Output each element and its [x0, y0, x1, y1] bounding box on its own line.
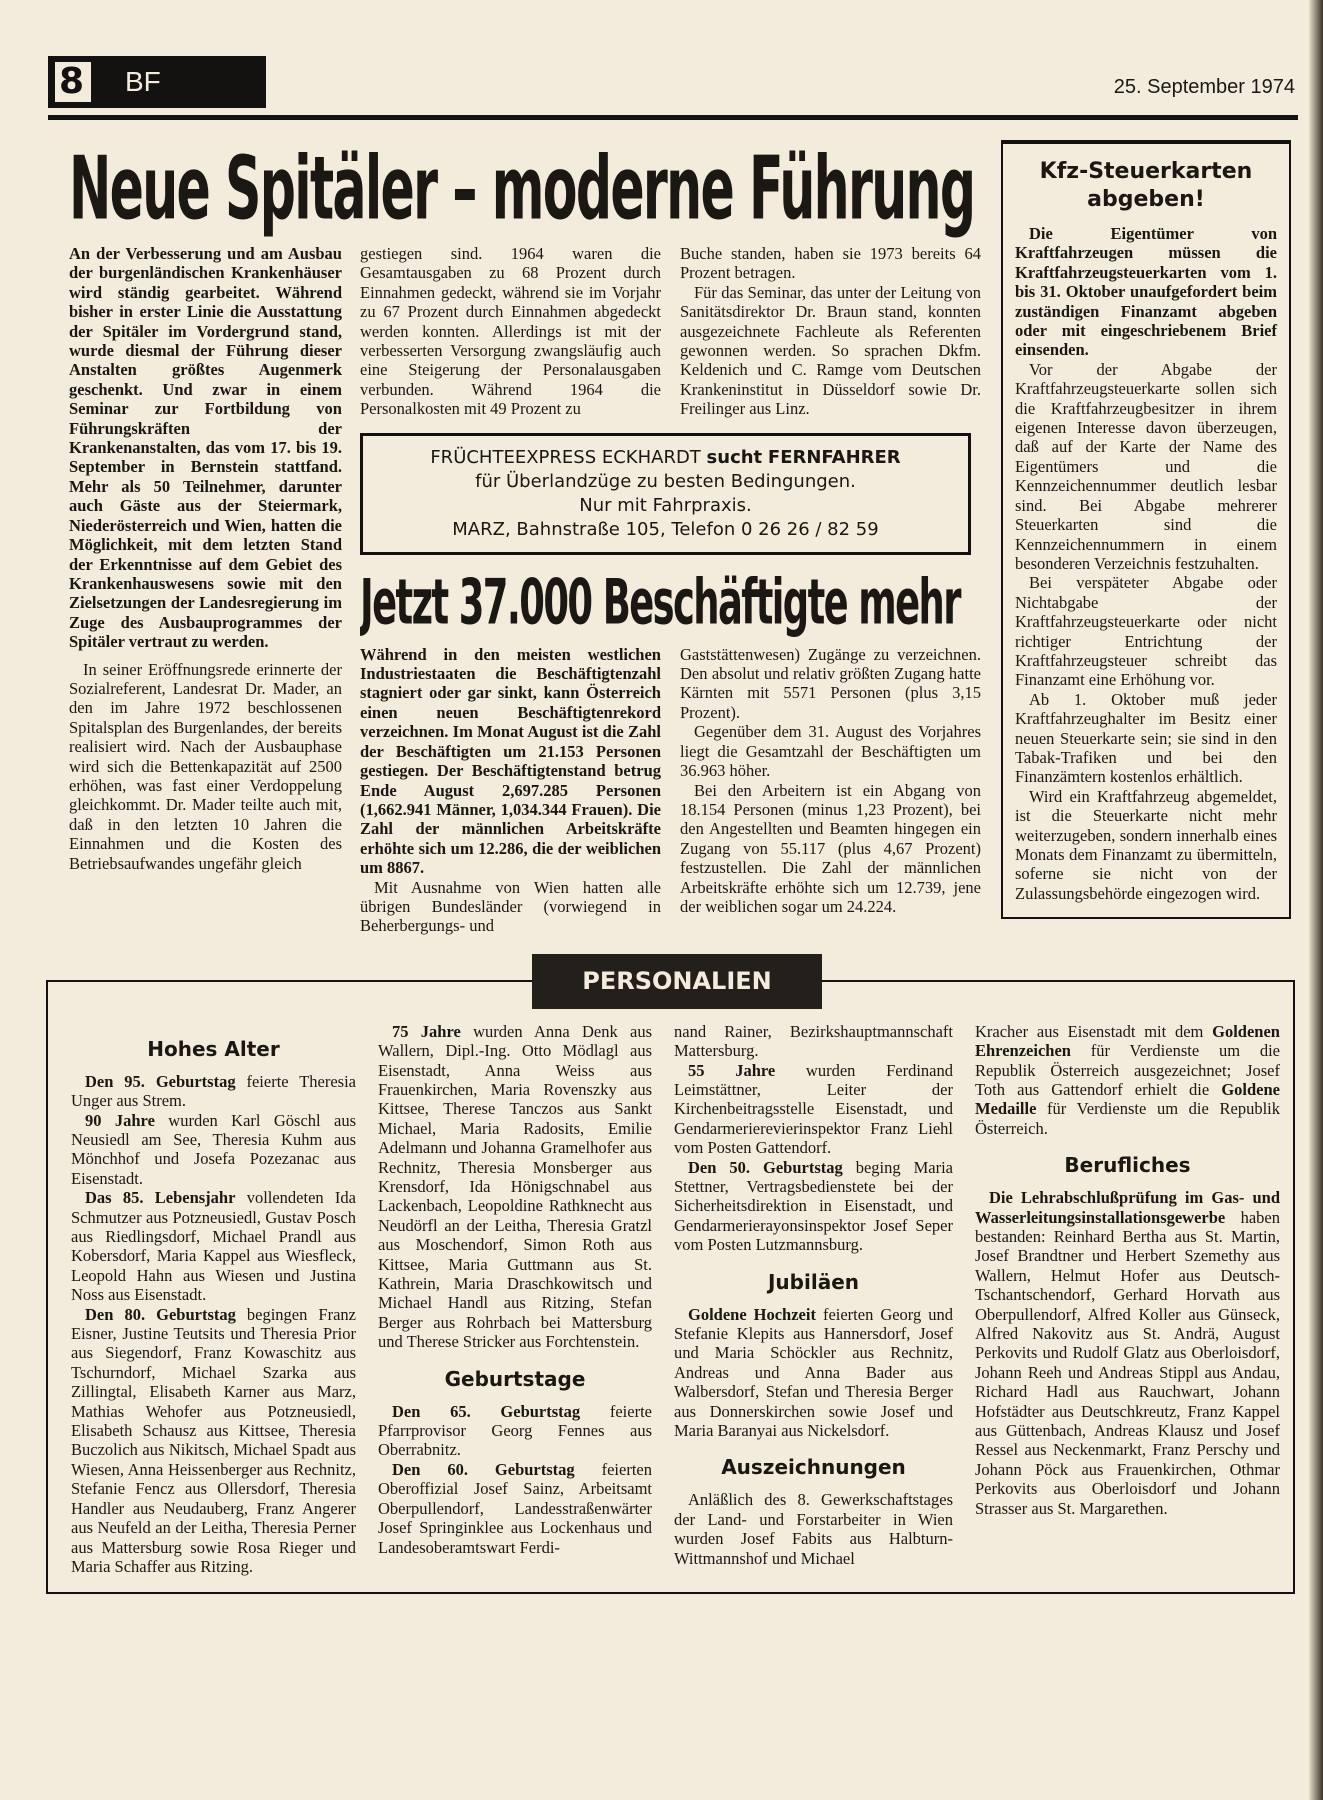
page-edge-shadow [1309, 0, 1323, 1800]
personalien-col3 [674, 1022, 953, 1568]
sidebar-title [1003, 158, 1289, 214]
body-text: Kracher aus Eisenstadt mit dem [975, 1021, 1213, 1041]
bold-lead: Die Lehrabschlußprüfung im Gas- und Wasserleitungsinstallationsgewerbe [975, 1188, 1280, 1227]
paragraph [680, 244, 981, 283]
paragraph [674, 1305, 953, 1441]
ad-line2: für Überlandzüge zu besten Bedingungen. [475, 470, 856, 492]
section-heading: Jubiläen [767, 1269, 859, 1294]
personalien-col1 [71, 1022, 356, 1577]
body-text: beging Maria Stettner, Vertragsbedienstete bei der Sicherheitsdirektion in Eisenstadt, und Gendarmerierayonsinspektor Josef Seper vom Posten Lutzmannsburg. [674, 1157, 953, 1255]
ad-contact: MARZ, Bahnstraße 105, Telefon 0 26 26 / 82 59 [452, 518, 879, 540]
ad-position: FERNFAHRER [767, 446, 901, 468]
paragraph [360, 645, 661, 878]
body-text: wurden Anna Denk aus Wallern, Dipl.-Ing. Otto Mödlagl aus Eisenstadt, Anna Weiss aus Frauenkirchen, Maria Rovenszky aus Kittsee, Therese Tanczos aus Sankt Michael, Maria Radosits, Emilie Adelmann und Johanna Gramelhofer aus Rechnitz, Theresia Monsberger aus Krensdorf, Ida Hönigschnabel aus Lackenbach, Leopoldine Rathknecht aus Neudörfl an der Leitha, Theresia Gratzl aus Moschendorf, Simon Roth aus Kittsee, Maria Guttmann aus St. Kathrein, Maria Draschkowitsch und Michael Handl aus Ritzing, Stefan Berger aus Rohrbach bei Mattersburg und Therese Stricker aus Forchtenstein. [378, 1021, 652, 1352]
body-text: Gegenüber dem 31. August des Vorjahres liegt die Gesamtzahl der Beschäftigten um 36.963 höher. [680, 722, 981, 781]
classified-ad [360, 433, 971, 555]
ad-line1 [369, 446, 962, 470]
paragraph [71, 1072, 356, 1111]
paragraph [378, 1022, 652, 1352]
body-text: vollendeten Ida Schmutzer aus Potzneusiedl, Gustav Posch aus Riedlingsdorf, Michael Prandl aus Kobersdorf, Maria Kappel aus Wiesfleck, Leopold Hahn aus Wiesen und Justina Noss aus Eisenstadt. [71, 1188, 356, 1305]
article1-headline: Neue Spitäler – moderne Führung [69, 140, 975, 241]
paragraph [1015, 573, 1277, 689]
body-text: für Verdienste um die Republik Österreich. [975, 1099, 1280, 1138]
kfz-sidebar-box [1001, 140, 1291, 919]
body-text: für Verdienste um die Republik Österreich ausgezeichnet; Josef Toth aus Gattendorf erhielt die [975, 1041, 1280, 1099]
paragraph [674, 1490, 953, 1568]
article-grid [69, 244, 981, 936]
body-text: In seiner Eröffnungsrede erinnerte der Sozialreferent, Landesrat Dr. Mader, an den im Jahre 1972 beschlossenen Spitalsplan des Burgenlandes, der bereits realisiert wird. Nach der Ausbauphase wird sich die Bettenkapazität auf 2500 erhöhen, was fast einer Verdoppelung gleichkommt. Dr. Mader teilte auch mit, daß in den letzten 10 Jahren die Einnahmen und die Kosten des Betriebsaufwandes ungefähr gleich [69, 659, 342, 873]
personalien-banner [532, 954, 822, 1009]
paragraph [674, 1022, 953, 1061]
article1-col1 [69, 244, 342, 873]
personalien-col2 [378, 1022, 652, 1557]
paragraph [360, 244, 661, 419]
paragraph [71, 1188, 356, 1304]
section-heading: Auszeichnungen [721, 1455, 906, 1480]
ad-line3: Nur mit Fahrpraxis. [579, 494, 752, 516]
paragraph [71, 1111, 356, 1189]
ad-verb: sucht [706, 446, 763, 468]
article2-headline-wrap [360, 567, 981, 645]
body-text: Buche standen, haben sie 1973 bereits 64 Prozent betragen. [680, 244, 981, 283]
issue-date: 25. September 1974 [1113, 76, 1295, 98]
bold-lead: 90 Jahre [85, 1110, 155, 1130]
article1-headline-wrap [69, 140, 981, 244]
article1-col2 [360, 244, 661, 419]
paragraph [69, 660, 342, 873]
article2-col3 [680, 645, 981, 917]
bold-lead: Den 65. Geburtstag [392, 1401, 581, 1421]
paragraph [680, 722, 981, 780]
main-articles [69, 140, 981, 936]
bold-lead: Goldene Medaille [975, 1079, 1280, 1119]
section-heading: Hohes Alter [147, 1036, 280, 1061]
ad-company: FRÜCHTEEXPRESS ECKHARDT [430, 446, 701, 468]
article1-continuation [360, 244, 981, 419]
body-text: begingen Franz Eisner, Justine Teutsits und Theresia Prior aus Siegendorf, Franz Kowaschitz aus Tschurndorf, Michael Szarka aus Zillingtal, Elisabeth Karner aus Marz, Mathias Wehofer aus Potzneusiedl, Elisabeth Schausz aus Kittsee, Theresia Buczolich aus Nikitsch, Michael Spadt aus Wiesen, Anna Heissenberger aus Rechnitz, Stefanie Fencz aus Ollersdorf, Theresia Handler aus Neudauberg, Franz Angerer aus Neufeld an der Leitha, Theresia Perner aus Mattersburg sowie Rosa Rieger und Maria Schaffer aus Ritzing. [71, 1304, 356, 1576]
bold-lead: Den 50. Geburtstag [688, 1157, 843, 1177]
top-section [69, 140, 1309, 936]
bold-lead: 55 Jahre [688, 1060, 776, 1080]
paragraph [1015, 787, 1277, 903]
bold-lead: Goldene Hochzeit [688, 1304, 816, 1324]
body-text: Gaststättenwesen) Zugänge zu verzeichnen. Den absolut und relativ größten Zugang hatte Kärnten mit 5571 Personen (plus 3,15 Prozent). [680, 644, 981, 722]
bold-lead: Den 95. Geburtstag [85, 1071, 236, 1091]
paragraph [975, 1188, 1280, 1518]
bold-lead: Während in den meisten westlichen Industriestaaten die Beschäftigtenzahl stagniert oder gar sinkt, kann Österreich einen neuen Beschäftigtenrekord verzeichnen. Im Monat August ist die Zahl der Beschäftigten um 21.153 Personen gestiegen. Der Beschäftigtenstand betrug Ende August 2,697.285 Personen (1,662.941 Männer, 1,034.344 Frauen). Die Zahl der männlichen Arbeitskräfte erhöhte sich um 12.286, die der weiblichen um 8867. [360, 644, 661, 878]
paragraph [1015, 224, 1277, 360]
bold-lead: Die Eigentümer von Kraftfahrzeugen müssen die Kraftfahrzeugsteuerkarten vom 1. bis 31. Oktober unaufgefordert beim zuständigen Finanzamt abgeben oder mit eingeschriebenem Brief einsenden. [1015, 224, 1277, 360]
paragraph [1015, 690, 1277, 787]
paragraph [680, 283, 981, 419]
article2-columns [360, 645, 981, 936]
paragraph [378, 1402, 652, 1460]
paragraph [680, 781, 981, 917]
body-text: Für das Seminar, das unter der Leitung von Sanitätsdirektor Dr. Braun stand, konnten ausgezeichnete Fachleute als Referenten gewonnen werden. So sprachen Dkfm. Keldenich und C. Ramge vom Deutschen Krankeninstitut in Düsseldorf sowie Dr. Freilinger aus Linz. [680, 282, 981, 419]
body-text: nand Rainer, Bezirkshauptmannschaft Mattersburg. [674, 1021, 953, 1061]
paragraph [378, 1460, 652, 1557]
paragraph [69, 244, 342, 652]
body-text: Bei den Arbeitern ist ein Abgang von 18.154 Personen (minus 1,23 Prozent), bei den Angestellten und Beamten hingegen ein Zugang von 55.117 (plus 4,67 Prozent) festzustellen. Die Zahl der männlichen Arbeitskräfte erhöhte sich um 12.739, jene der weiblichen sogar um 24.224. [680, 780, 981, 916]
article2-col2 [360, 645, 661, 936]
personalien-label: PERSONALIEN [582, 966, 772, 995]
body-text: Ab 1. Oktober muß jeder Kraftfahrzeughalter im Besitz einer neuen Steuerkarte sein; sie sind in den Tabak-Trafiken und bei den Finanzämtern kostenlos erhältlich. [1015, 689, 1277, 787]
personalien-columns [71, 1022, 1281, 1577]
sidebar-title-line1: Kfz-Steuerkarten [1039, 159, 1253, 184]
bold-lead: Goldenen Ehrenzeichen [975, 1021, 1280, 1061]
body-text: feierten Georg und Stefanie Klepits aus Hannersdorf, Josef und Maria Schöckler aus Rechnitz, Andreas und Anna Bader aus Walbersdorf, Stefan und Theresia Berger aus Donnerskirchen sowie Josef und Maria Baranyai aus Nickelsdorf. [674, 1304, 953, 1441]
body-text: wurden Karl Göschl aus Neusiedl am See, Theresia Kuhm aus Mönchhof und Josefa Pozezanac aus Eisenstadt. [71, 1110, 357, 1188]
paragraph [674, 1158, 953, 1255]
body-text: gestiegen sind. 1964 waren die Gesamtausgaben zu 68 Prozent durch Einnahmen gedeckt, während sie im Vorjahr zu 67 Prozent durch Einnahmen abgedeckt werden konnten. Allerdings ist mit der verbesserten Versorgung zwangsläufig auch eine Steigerung der Personalausgaben verbunden. Während 1964 die Personalkosten mit 49 Prozent zu [360, 244, 661, 419]
bold-lead: Den 80. Geburtstag [85, 1304, 236, 1324]
body-text: Vor der Abgabe der Kraftfahrzeugsteuerkarte sollen sich die Kraftfahrzeugbesitzer in ihrem eigenen Interesse davon überzeugen, daß auf der Karte der Name des Eigentümers und die Kennzeichennummer deutlich lesbar sind. Bei Abgabe mehrerer Steuerkarten sind die Kennzeichennummern in einem besonderen Verzeichnis festzuhalten. [1015, 359, 1277, 573]
article2-headline: Jetzt 37.000 Beschäftigte mehr [360, 566, 960, 639]
bold-lead: Das 85. Lebensjahr [85, 1188, 236, 1208]
paragraph [975, 1022, 1280, 1138]
paragraph [1015, 360, 1277, 573]
section-label: BF [125, 66, 161, 97]
body-text: Anläßlich des 8. Gewerkschaftstages der Land- und Forstarbeiter in Wien wurden Josef Fabits aus Halbturn-Wittmannshof und Michael [674, 1490, 953, 1568]
body-text: haben bestanden: Reinhard Bertha aus St. Martin, Josef Brandtner und Herbert Szemethy aus Wallern, Helmut Hofer aus Deutsch-Tschantschendorf, Gerhard Horvath aus Oberpullendorf, Alfred Koller aus Günseck, Alfred Nakovitz aus St. Andrä, August Perkovits und Rudolf Glatz aus Oberloisdorf, Johann Reeh und Andreas Stippl aus Andau, Richard Hadl aus Rauchwart, Johann Hofstädter aus Deutschkreutz, Franz Kappel aus Güttenbach, Andreas Klausz und Josef Ressel aus Neckenmarkt, Franz Perschy und Johann Pöck aus Frauenkirchen, Othmar Perkovits aus Oberloisdorf und Johann Strasser aus St. Margarethen. [975, 1207, 1280, 1518]
paragraph [674, 1061, 953, 1158]
bold-lead: 75 Jahre [392, 1021, 461, 1041]
body-text: Bei verspäteter Abgabe oder Nichtabgabe der Kraftfahrzeugsteuerkarte oder nicht richtiger Entrichtung der Kraftfahrzeugsteuer schreibt das Finanzamt eine Erhöhung vor. [1015, 573, 1277, 690]
article1-col3 [680, 244, 981, 419]
right-columns [360, 244, 981, 936]
personalien-col4 [975, 1022, 1280, 1518]
paragraph [360, 878, 661, 936]
bold-lead: Den 60. Geburtstag [392, 1459, 575, 1479]
personalien-frame [46, 966, 1295, 1595]
section-heading: Geburtstage [444, 1366, 586, 1391]
body-text: feierte Pfarrprovisor Georg Fennes aus Oberrabnitz. [378, 1401, 652, 1460]
sidebar-body [1015, 224, 1277, 903]
section-heading: Berufliches [1064, 1153, 1191, 1178]
body-text: feierte Theresia Unger aus Strem. [71, 1071, 356, 1111]
sidebar-title-line2: abgeben! [1087, 187, 1205, 212]
body-text: feierten Oberoffizial Josef Sainz, Arbeitsamt Oberpullendorf, Landesstraßenwärter Josef Springinklee aus Lockenhaus und Landesoberamtswart Ferdi- [378, 1459, 652, 1557]
body-text: Mit Ausnahme von Wien hatten alle übrigen Bundesländer (vorwiegend in Beherbergungs- und [360, 877, 661, 936]
body-text: wurden Ferdinand Leimstättner, Leiter der Kirchenbeitragsstelle Eisenstadt, und Gendarmerierevierinspektor Franz Liehl vom Posten Gattendorf. [674, 1060, 953, 1158]
bold-lead: An der Verbesserung und am Ausbau der burgenländischen Krankenhäuser wird ständig gearbeitet. Während bisher in erster Linie die Ausstattung der Spitäler im Vordergrund stand, wurde diesmal der Führung dieser Anstalten größtes Augenmerk geschenkt. Und zwar in einem Seminar zur Fortbildung von Führungskräften der Krankenanstalten, das vom 17. bis 19. September in Bernstein stattfand. Mehr als 50 Teilnehmer, darunter auch Gäste aus der Steiermark, Niederösterreich und Wien, hatten die Möglichkeit, mit dem letzten Stand der Erkenntnisse auf dem Gebiet des Krankenhauswesens sowie mit den Zielsetzungen der Landesregierung im Zuge des Ausbauprogrammes der Spitäler vertraut zu werden. [69, 244, 342, 652]
page-number: 8 [59, 61, 85, 102]
body-text: Wird ein Kraftfahrzeug abgemeldet, ist die Steuerkarte nicht mehr weiterzugeben, sondern innerhalb eines Monats dem Finanzamt zu übermitteln, soferne sie nicht von der Zulassungsbehörde eingezogen wird. [1015, 786, 1277, 903]
paragraph [71, 1305, 356, 1577]
paragraph [680, 645, 981, 723]
